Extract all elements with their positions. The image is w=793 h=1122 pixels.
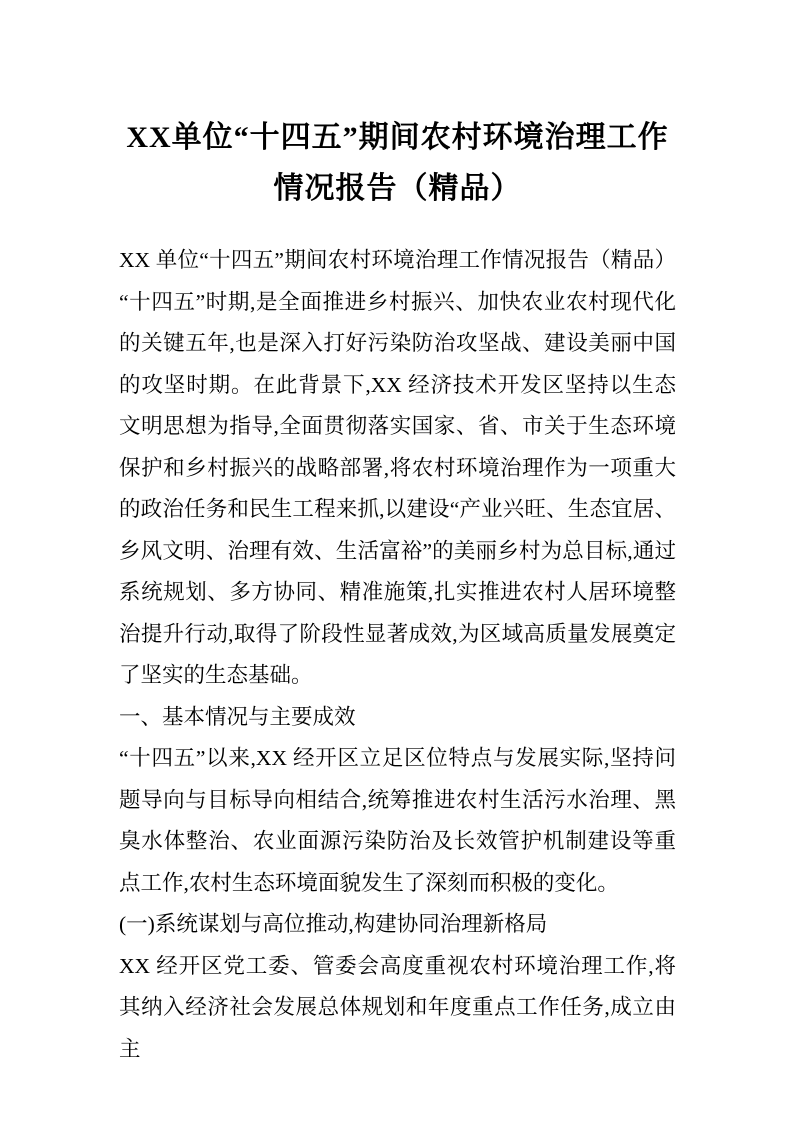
paragraph-intro: XX 单位“十四五”期间农村环境治理工作情况报告（精品）“十四五”时期,是全面推进乡村振兴、加快农业农村现代化的关键五年,也是深入打好污染防治攻坚战、建设美丽中国的攻坚时期。在此背景下,XX 经济技术开发区坚持以生态文明思想为指导,全面贯彻落实国家、省、市关于生态环境保护和乡村振兴的战略部署,将农村环境治理作为一项重大的政治任务和民生工程来抓,以建设“产业兴旺、生态宜居、乡风文明、治理有效、生活富裕”的美丽乡村为总目标,通过系统规划、多方协同、精准施策,扎实推进农村人居环境整治提升行动,取得了阶段性显著成效,为区域高质量发展奠定了坚实的生态基础。 <box>119 248 676 687</box>
document-title: XX单位“十四五”期间农村环境治理工作情况报告（精品） <box>126 121 669 205</box>
paragraph-section-1-intro: “十四五”以来,XX 经开区立足区位特点与发展实际,坚持问题导向与目标导向相结合,统筹推进农村生活污水治理、黑臭水体整治、农业面源污染防治及长效管护机制建设等重点工作,农村生态环境面貌发生了深刻而积极的变化。 <box>119 746 676 895</box>
paragraph-subsection-1-1: XX 经开区党工委、管委会高度重视农村环境治理工作,将其纳入经济社会发展总体规划和年度重点工作任务,成立由主 <box>119 953 676 1061</box>
document-body <box>119 240 676 1070</box>
section-heading-1: 一、基本情况与主要成效 <box>119 704 356 729</box>
subsection-heading-1-1: (一)系统谋划与高位推动,构建协同治理新格局 <box>119 912 548 936</box>
